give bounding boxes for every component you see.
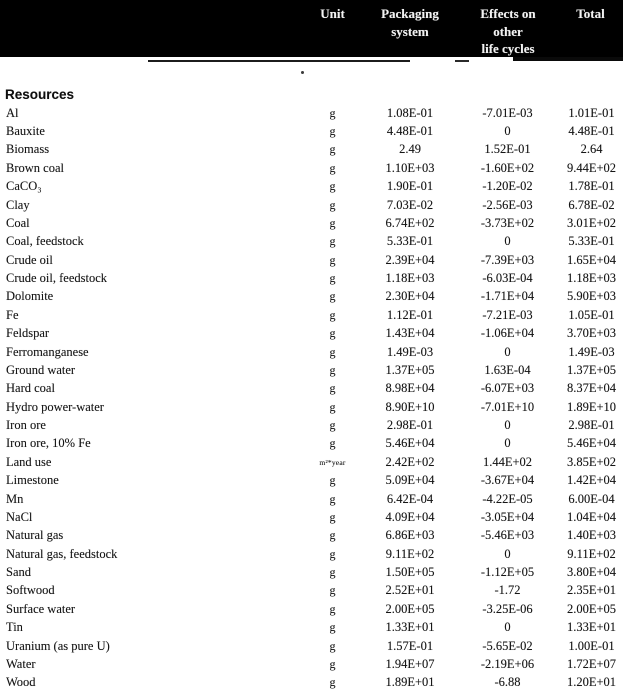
cell-total: 5.46E+04 (566, 436, 617, 451)
row-unit: g (329, 509, 336, 524)
row-label: NaCl (6, 509, 33, 524)
scan-speck (301, 71, 304, 74)
row-label: Iron ore, 10% Fe (6, 436, 91, 451)
cell-packaging-system: 2.98E-01 (386, 418, 434, 433)
column-header-packaging-line1: Packaging (381, 6, 439, 21)
row-label: Brown coal (6, 160, 64, 175)
cell-packaging-system: 1.10E+03 (385, 160, 435, 175)
row-label: Land use (6, 454, 52, 469)
cell-total: 5.90E+03 (566, 289, 617, 304)
cell-effects-on-other-life-cycles: -7.21E-03 (482, 307, 533, 322)
row-unit: g (329, 124, 336, 139)
row-unit: g (329, 656, 336, 671)
column-header-packaging-system (363, 5, 457, 40)
cell-packaging-system: 1.89E+01 (385, 675, 435, 690)
table-row (0, 306, 623, 324)
row-unit: g (329, 307, 336, 322)
row-label: Natural gas (6, 528, 64, 543)
table-row (0, 269, 623, 287)
column-header-total-label: Total (576, 6, 605, 21)
cell-packaging-system: 1.49E-03 (386, 344, 434, 359)
row-unit: g (329, 381, 336, 396)
row-unit: g (329, 234, 336, 249)
cell-effects-on-other-life-cycles: 0 (504, 234, 511, 249)
cell-total: 1.78E-01 (568, 179, 615, 194)
row-unit: g (329, 601, 336, 616)
column-header-unit (300, 5, 365, 23)
table-row (0, 288, 623, 306)
row-unit: m²*year (319, 457, 346, 467)
table-header-band (0, 0, 623, 57)
row-unit: g (329, 160, 336, 175)
cell-effects-on-other-life-cycles: 1.52E-01 (484, 142, 531, 157)
cell-packaging-system: 1.94E+07 (385, 656, 435, 671)
row-label: Coal (6, 215, 30, 230)
row-label: Clay (6, 197, 30, 212)
table-row (0, 380, 623, 398)
cell-total: 1.04E+04 (566, 509, 617, 524)
row-unit: g (329, 473, 336, 488)
column-header-total (558, 5, 623, 23)
row-unit: g (329, 344, 336, 359)
row-unit: g (329, 252, 336, 267)
cell-packaging-system: 8.98E+04 (385, 381, 435, 396)
cell-effects-on-other-life-cycles: -1.20E-02 (482, 179, 533, 194)
cell-total: 2.64 (580, 142, 603, 157)
cell-packaging-system: 2.52E+01 (385, 583, 435, 598)
row-label: Uranium (as pure U) (6, 638, 110, 653)
header-rule-fragment-mid (455, 60, 469, 62)
table-row (0, 159, 623, 177)
table-row (0, 472, 623, 490)
row-unit: g (329, 583, 336, 598)
cell-total: 2.00E+05 (566, 601, 617, 616)
header-rule-fragment-left (148, 60, 410, 62)
column-header-packaging-line2: system (391, 23, 429, 39)
cell-packaging-system: 4.48E-01 (386, 124, 434, 139)
row-unit: g (329, 675, 336, 690)
row-unit: g (329, 436, 336, 451)
row-unit: g (329, 271, 336, 286)
row-label: Softwood (6, 583, 55, 598)
cell-effects-on-other-life-cycles: -2.19E+06 (480, 656, 535, 671)
row-label: Al (6, 105, 19, 120)
cell-effects-on-other-life-cycles: -2.56E-03 (482, 197, 533, 212)
cell-total: 3.01E+02 (566, 215, 617, 230)
cell-effects-on-other-life-cycles: -6.03E-04 (482, 271, 533, 286)
cell-packaging-system: 1.33E+01 (385, 620, 435, 635)
column-header-effects-line2: other (493, 23, 523, 39)
cell-total: 1.40E+03 (566, 528, 617, 543)
row-unit: g (329, 399, 336, 414)
cell-packaging-system: 6.42E-04 (386, 491, 434, 506)
cell-total: 5.33E-01 (568, 234, 615, 249)
row-label: Wood (6, 675, 36, 690)
table-row (0, 178, 623, 196)
cell-total: 1.01E-01 (568, 105, 615, 120)
row-label: Surface water (6, 601, 76, 616)
cell-effects-on-other-life-cycles: -7.01E+10 (480, 399, 535, 414)
row-label: Bauxite (6, 124, 45, 139)
table-row (0, 343, 623, 361)
row-label: Crude oil, feedstock (6, 271, 108, 286)
header-rule-fragment-right (513, 57, 623, 61)
row-label: Iron ore (6, 418, 46, 433)
row-label: Biomass (6, 142, 50, 157)
cell-effects-on-other-life-cycles: -3.67E+04 (480, 473, 535, 488)
cell-total: 1.20E+01 (566, 675, 617, 690)
cell-packaging-system: 2.30E+04 (385, 289, 435, 304)
table-row (0, 104, 623, 122)
row-unit: g (329, 142, 336, 157)
cell-effects-on-other-life-cycles: -1.60E+02 (480, 160, 535, 175)
cell-total: 9.11E+02 (567, 546, 616, 561)
row-label: Limestone (6, 473, 59, 488)
cell-effects-on-other-life-cycles: -7.01E-03 (482, 105, 533, 120)
row-unit: g (329, 418, 336, 433)
table-row (0, 196, 623, 214)
cell-total: 3.80E+04 (566, 565, 617, 580)
cell-effects-on-other-life-cycles: -3.05E+04 (480, 509, 535, 524)
table-row (0, 141, 623, 159)
cell-effects-on-other-life-cycles: -4.22E-05 (482, 491, 533, 506)
table-row (0, 251, 623, 269)
cell-packaging-system: 5.46E+04 (385, 436, 435, 451)
cell-total: 2.98E-01 (568, 418, 615, 433)
cell-effects-on-other-life-cycles: 0 (504, 344, 511, 359)
table-row (0, 214, 623, 232)
row-label: Ground water (6, 362, 76, 377)
cell-effects-on-other-life-cycles: -3.73E+02 (480, 215, 535, 230)
cell-effects-on-other-life-cycles: 0 (504, 418, 511, 433)
table-row (0, 453, 623, 471)
row-unit: g (329, 546, 336, 561)
cell-packaging-system: 6.86E+03 (385, 528, 435, 543)
cell-effects-on-other-life-cycles: 0 (504, 436, 511, 451)
cell-effects-on-other-life-cycles: -1.12E+05 (480, 565, 535, 580)
cell-effects-on-other-life-cycles: -5.46E+03 (480, 528, 535, 543)
row-unit: g (329, 289, 336, 304)
row-unit: g (329, 179, 336, 194)
cell-total: 1.42E+04 (566, 473, 617, 488)
table-row (0, 674, 623, 692)
table-row (0, 563, 623, 581)
cell-total: 1.72E+07 (566, 656, 617, 671)
column-header-effects-line3: life cycles (481, 41, 535, 56)
cell-total: 2.35E+01 (566, 583, 617, 598)
cell-effects-on-other-life-cycles: 0 (504, 546, 511, 561)
cell-total: 1.37E+05 (566, 362, 617, 377)
cell-total: 1.05E-01 (568, 307, 615, 322)
cell-total: 6.78E-02 (568, 197, 615, 212)
cell-total: 6.00E-04 (568, 491, 615, 506)
row-unit: g (329, 491, 336, 506)
row-unit: g (329, 105, 336, 120)
row-unit: g (329, 362, 336, 377)
cell-effects-on-other-life-cycles: 0 (504, 124, 511, 139)
cell-total: 8.37E+04 (566, 381, 617, 396)
row-label: Tin (6, 620, 23, 635)
cell-packaging-system: 7.03E-02 (386, 197, 434, 212)
cell-total: 1.00E-01 (568, 638, 615, 653)
table-row (0, 545, 623, 563)
table-body (0, 104, 623, 692)
cell-effects-on-other-life-cycles: -7.39E+03 (480, 252, 535, 267)
cell-total: 9.44E+02 (566, 160, 617, 175)
table-row (0, 435, 623, 453)
cell-packaging-system: 8.90E+10 (385, 399, 435, 414)
cell-packaging-system: 5.33E-01 (386, 234, 434, 249)
table-row (0, 527, 623, 545)
cell-total: 1.65E+04 (566, 252, 617, 267)
table-row (0, 655, 623, 673)
row-label: Hard coal (6, 381, 55, 396)
column-header-effects-line1: Effects on (480, 6, 536, 21)
row-unit: g (329, 565, 336, 580)
table-row (0, 637, 623, 655)
cell-packaging-system: 2.39E+04 (385, 252, 435, 267)
cell-packaging-system: 2.49 (399, 142, 421, 157)
row-label: Natural gas, feedstock (6, 546, 118, 561)
cell-effects-on-other-life-cycles: -6.07E+03 (480, 381, 535, 396)
cell-packaging-system: 4.09E+04 (385, 509, 435, 524)
cell-effects-on-other-life-cycles: 0 (504, 620, 511, 635)
row-label: Feldspar (6, 326, 50, 341)
cell-total: 1.33E+01 (566, 620, 617, 635)
cell-effects-on-other-life-cycles: 1.63E-04 (484, 362, 531, 377)
cell-packaging-system: 6.74E+02 (385, 215, 435, 230)
row-label: Coal, feedstock (6, 234, 84, 249)
row-unit: g (329, 528, 336, 543)
table-row (0, 398, 623, 416)
row-label: Crude oil (6, 252, 53, 267)
cell-effects-on-other-life-cycles: -5.65E-02 (482, 638, 533, 653)
cell-packaging-system: 1.08E-01 (386, 105, 434, 120)
cell-packaging-system: 1.57E-01 (386, 638, 434, 653)
cell-total: 1.89E+10 (566, 399, 617, 414)
cell-total: 4.48E-01 (568, 124, 615, 139)
cell-packaging-system: 1.43E+04 (385, 326, 435, 341)
cell-effects-on-other-life-cycles: -1.72 (494, 583, 521, 598)
row-label: Dolomite (6, 289, 54, 304)
row-label: Sand (6, 565, 31, 580)
cell-effects-on-other-life-cycles: -1.71E+04 (480, 289, 535, 304)
cell-total: 3.70E+03 (566, 326, 617, 341)
table-row (0, 325, 623, 343)
table-row (0, 508, 623, 526)
cell-packaging-system: 1.50E+05 (385, 565, 435, 580)
table-row (0, 582, 623, 600)
cell-packaging-system: 5.09E+04 (385, 473, 435, 488)
row-label: Fe (6, 307, 19, 322)
row-unit: g (329, 326, 336, 341)
table-row (0, 600, 623, 618)
cell-packaging-system: 1.37E+05 (385, 362, 435, 377)
row-unit: g (329, 197, 336, 212)
cell-total: 1.49E-03 (568, 344, 615, 359)
table-row (0, 233, 623, 251)
cell-effects-on-other-life-cycles: -6.88 (494, 675, 521, 690)
cell-total: 3.85E+02 (566, 454, 617, 469)
table-row (0, 490, 623, 508)
row-label: Mn (6, 491, 24, 506)
row-unit: g (329, 638, 336, 653)
row-label: Ferromanganese (6, 344, 89, 359)
cell-packaging-system: 1.90E-01 (386, 179, 434, 194)
cell-effects-on-other-life-cycles: -3.25E-06 (482, 601, 533, 616)
row-unit: g (329, 620, 336, 635)
table-row (0, 416, 623, 434)
cell-packaging-system: 2.00E+05 (385, 601, 435, 616)
cell-packaging-system: 1.18E+03 (385, 271, 435, 286)
cell-packaging-system: 2.42E+02 (385, 454, 435, 469)
row-label: CaCO₃ (6, 179, 42, 194)
cell-packaging-system: 9.11E+02 (385, 546, 435, 561)
column-header-effects-on-other-life-cycles (453, 5, 563, 58)
cell-effects-on-other-life-cycles: 1.44E+02 (482, 454, 533, 469)
row-label: Hydro power-water (6, 399, 104, 414)
section-title-resources: Resources (5, 87, 75, 102)
table-row (0, 122, 623, 140)
table-row (0, 619, 623, 637)
row-label: Water (6, 656, 36, 671)
column-header-unit-label: Unit (320, 6, 345, 21)
cell-packaging-system: 1.12E-01 (386, 307, 434, 322)
table-row (0, 361, 623, 379)
cell-total: 1.18E+03 (566, 271, 617, 286)
row-unit: g (329, 215, 336, 230)
cell-effects-on-other-life-cycles: -1.06E+04 (480, 326, 535, 341)
